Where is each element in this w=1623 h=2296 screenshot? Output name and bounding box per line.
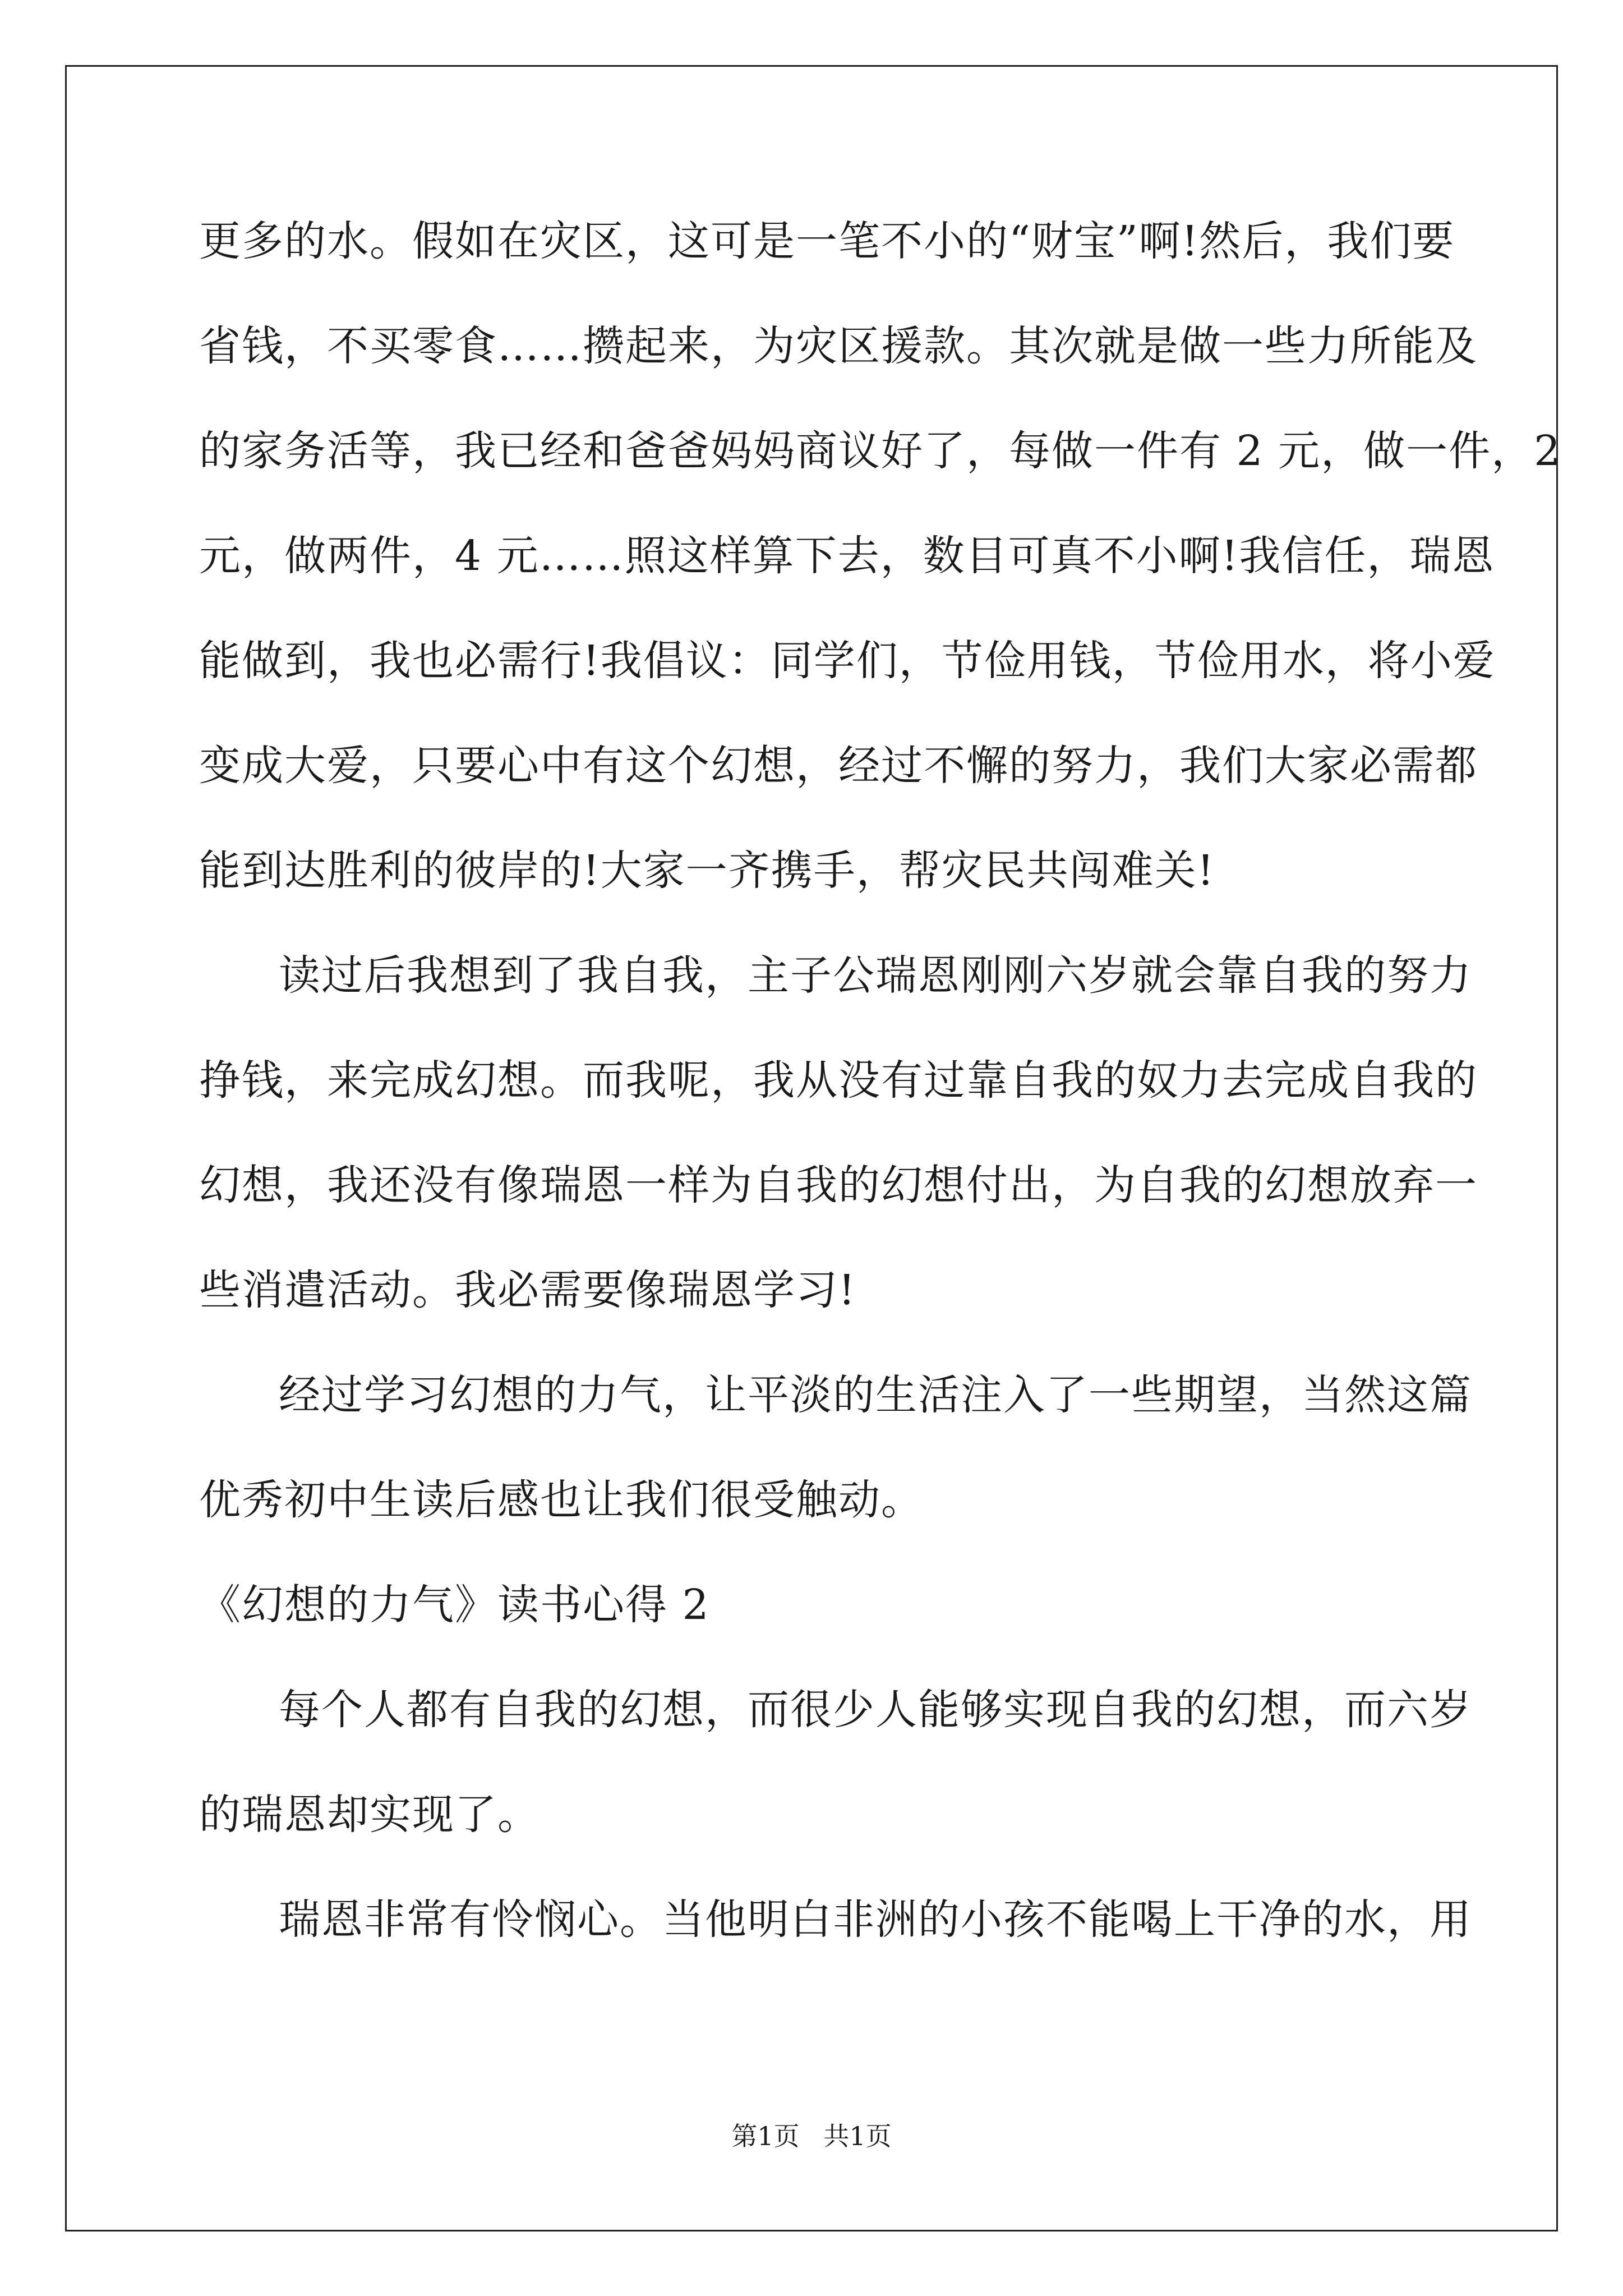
text-line-16: 的瑞恩却实现了。 [199, 1791, 540, 1839]
text-line-1: 更多的水。假如在灾区，这可是一笔不小的“财宝”啊!然后，我们要 [199, 217, 1455, 265]
text-line-13: 优秀初中生读后感也让我们很受触动。 [199, 1476, 924, 1524]
page-footer [0, 2119, 1623, 2153]
text-line-3: 的家务活等，我已经和爸爸妈妈商议好了，每做一件有 2 元，做一件，2 [199, 427, 1562, 475]
text-line-7: 能到达胜利的彼岸的!大家一齐携手，帮灾民共闯难关! [199, 846, 1215, 895]
text-line-9: 挣钱，来完成幻想。而我呢，我从没有过靠自我的奴力去完成自我的 [199, 1056, 1478, 1105]
paragraph-start-line-12: 经过学习幻想的力气，让平淡的生活注入了一些期望，当然这篇 [279, 1371, 1472, 1419]
paragraph-start-line-15: 每个人都有自我的幻想，而很少人能够实现自我的幻想，而六岁 [279, 1686, 1472, 1734]
text-line-10: 幻想，我还没有像瑞恩一样为自我的幻想付出，为自我的幻想放弃一 [199, 1161, 1478, 1209]
section-heading: 《幻想的力气》读书心得 2 [199, 1581, 710, 1629]
page-number: 第1页 [731, 2121, 800, 2151]
text-line-5: 能做到，我也必需行!我倡议：同学们，节俭用钱，节俭用水，将小爱 [199, 637, 1496, 685]
total-pages: 共1页 [823, 2121, 892, 2151]
text-line-2: 省钱，不买零食……攒起来，为灾区援款。其次就是做一些力所能及 [199, 322, 1478, 370]
text-line-6: 变成大爱，只要心中有这个幻想，经过不懈的努力，我们大家必需都 [199, 742, 1478, 790]
text-line-4: 元，做两件，4 元……照这样算下去，数目可真不小啊!我信任，瑞恩 [199, 532, 1495, 580]
paragraph-start-line-17: 瑞恩非常有怜悯心。当他明白非洲的小孩不能喝上干净的水，用 [279, 1895, 1472, 1944]
paragraph-start-line-8: 读过后我想到了我自我，主子公瑞恩刚刚六岁就会靠自我的努力 [279, 951, 1472, 1000]
text-line-11: 些消遣活动。我必需要像瑞恩学习! [199, 1266, 856, 1314]
